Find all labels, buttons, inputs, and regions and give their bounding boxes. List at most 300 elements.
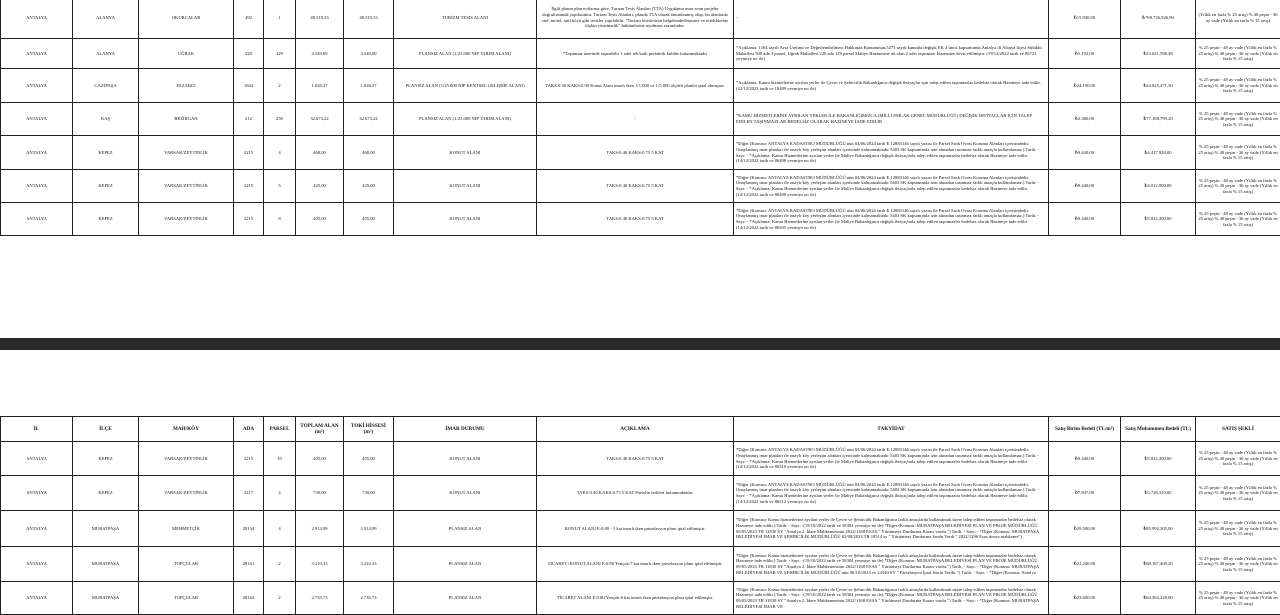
- header-takyidat: TAKYİDAT: [734, 417, 1049, 442]
- cell-mahkoy-text: TOPÇULAR: [141, 561, 231, 567]
- cell-aciklama: [537, 69, 734, 103]
- cell-toplam-alan-text: 730,00: [298, 490, 341, 496]
- cell-toki-hissesi: [344, 69, 394, 103]
- cell-mahkoy-text: VARSAK/ZEYTİNLİK: [141, 150, 231, 156]
- cell-il-text: ANTALYA: [3, 216, 70, 222]
- cell-ilce: [73, 103, 139, 136]
- cell-ada-text: 28161: [236, 561, 261, 567]
- cell-mahkoy-text: TOPÇULAR: [141, 595, 231, 601]
- cell-il: [1, 170, 73, 203]
- cell-toplam-alan-text: 2.735,73: [298, 595, 341, 601]
- cell-satis-birim-text: ₺15.930,00: [1051, 15, 1118, 21]
- cell-toplam-alan: [296, 136, 344, 170]
- cell-parsel-text: 8: [266, 216, 293, 222]
- document-page-top: [0, 0, 1280, 258]
- cell-aciklama: [537, 136, 734, 170]
- cell-ada: [234, 170, 264, 203]
- cell-parsel: [264, 103, 296, 136]
- cell-parsel-text: 2: [266, 561, 293, 567]
- cell-satis-muhammen-text: ₺3.823,200,00: [1123, 456, 1193, 462]
- cell-satis-sekli-text: % 25 peşin - 48 ay vade (Yıllık en fazla % 25 artış) % 40 peşin - 36 ay vade (Yıllık en fazla % 15 artış): [1198, 144, 1278, 161]
- cell-mahkoy: [139, 511, 234, 547]
- listing-table-top: [0, 0, 1280, 236]
- cell-takyidat: [734, 170, 1049, 203]
- cell-aciklama-text: TİCARET ALANI E:0.80 Yençok:6 kat imarlı iken parselasyon planı iptal edilmiştir.: [539, 595, 731, 601]
- cell-ada: [234, 476, 264, 511]
- cell-il: [1, 476, 73, 511]
- cell-satis-birim-text: ₺9.440,00: [1051, 216, 1118, 222]
- cell-parsel: [264, 39, 296, 69]
- cell-il-text: ANTALYA: [3, 456, 70, 462]
- cell-satis-birim: [1049, 69, 1121, 103]
- cell-ada: [234, 511, 264, 547]
- cell-aciklama-text: TAKS:0.40 KAKS:0.75 5 KAT Parselin terkleri bulunmaktadır.: [539, 490, 731, 496]
- cell-toplam-alan-text: 425,00: [298, 183, 341, 189]
- cell-imar-durumu: [394, 511, 537, 547]
- cell-ada-text: 220: [236, 51, 261, 57]
- cell-ada-text: 2215: [236, 183, 261, 189]
- cell-satis-sekli-text: % 25 peşin - 48 ay vade (Yıllık en fazla % 25 artış) % 40 peşin - 36 ay vade (Yıllık en fazla % 15 artış): [1198, 45, 1278, 62]
- cell-ilce: [73, 582, 139, 615]
- cell-toki-hissesi: [344, 0, 394, 39]
- cell-aciklama-text: *Taşınmaz üzerinde taşınabilir 1 adet tek katlı prefabrik kulübe bulunmaktadır: [539, 51, 731, 57]
- cell-il-text: ANTALYA: [3, 490, 70, 496]
- cell-satis-sekli-text: % 25 peşin - 48 ay vade (Yıllık en fazla % 25 artış) % 40 peşin - 36 ay vade (Yıllık en fazla % 15 artış): [1198, 556, 1278, 573]
- cell-ilce-text: GAZİPAŞA: [75, 83, 136, 89]
- cell-ilce-text: ALANYA: [75, 51, 136, 57]
- cell-toplam-alan: [296, 0, 344, 39]
- cell-toplam-alan: [296, 203, 344, 236]
- cell-ilce-text: KEPEZ: [75, 216, 136, 222]
- cell-toplam-alan: [296, 39, 344, 69]
- cell-satis-birim-text: ₺21.240,00: [1051, 561, 1118, 567]
- cell-il: [1, 103, 73, 136]
- cell-satis-muhammen-text: ₺77.108,799,20: [1123, 116, 1193, 122]
- cell-satis-birim: [1049, 442, 1121, 476]
- cell-toplam-alan-text: 3.210,33: [298, 561, 341, 567]
- cell-il: [1, 136, 73, 170]
- cell-ada: [234, 69, 264, 103]
- cell-il-text: ANTALYA: [3, 526, 70, 532]
- cell-satis-sekli: [1196, 39, 1280, 69]
- cell-ilce-text: KEPEZ: [75, 150, 136, 156]
- cell-satis-muhammen: [1121, 476, 1196, 511]
- document-page-bottom: [0, 350, 1280, 609]
- cell-aciklama: [537, 203, 734, 236]
- cell-parsel: [264, 582, 296, 615]
- cell-toplam-alan: [296, 442, 344, 476]
- cell-satis-muhammen-text: ₺3.823,200,00: [1123, 216, 1193, 222]
- cell-aciklama-text: TAKS:0.40 KAKS:0.75 5 KAT: [539, 150, 731, 156]
- cell-satis-muhammen: [1121, 170, 1196, 203]
- cell-toplam-alan: [296, 547, 344, 582]
- cell-aciklama: [537, 0, 734, 39]
- cell-ada-text: 28162: [236, 595, 261, 601]
- cell-takyidat: [734, 511, 1049, 547]
- table-row: [1, 170, 1280, 203]
- cell-parsel: [264, 136, 296, 170]
- cell-imar-durumu-text: PLANSIZ ALAN: [396, 595, 534, 601]
- cell-satis-muhammen: [1121, 511, 1196, 547]
- cell-ilce: [73, 203, 139, 236]
- header-mahkoy: MAH/KÖY: [139, 417, 234, 442]
- cell-imar-durumu: [394, 547, 537, 582]
- cell-satis-sekli-text: % 25 peşin - 48 ay vade (Yıllık en fazla % 25 artış) % 40 peşin - 36 ay vade (Yıllık en fazla % 15 artış): [1198, 520, 1278, 537]
- cell-satis-birim: [1049, 476, 1121, 511]
- cell-satis-sekli: [1196, 136, 1280, 170]
- cell-il: [1, 547, 73, 582]
- cell-satis-muhammen: [1121, 39, 1196, 69]
- cell-parsel: [264, 203, 296, 236]
- cell-takyidat-text: *Diğer (Konusu: ANTALYA KADASTRO MÜDÜRLÜĞÜ nün 04/06/2024 tarih E.12883146 sayılı yazısı ile Parsel Sırık Ovası Koruma Alanları içerisindedir. Onaylanmış imar planları ile onaylı köy yerleşim alanları içerisinde kalmamaktadır 5403 SK kapsamında izin alınadan tasınmaz farklı amaçla kullanılamaz.) Tarih: - Sayı: - *Açıklama: Kamu Hizmetlerine ayrılan yerler ile Maliye Bakanlığınca değişik ihtiyaçlarla talep edilen taşınmazlar bedelsiz olarak Hazineye iade edilir. (14/12/2022 tarih ve 86505 yevmiye no ile): [736, 208, 1046, 230]
- cell-toplam-alan-text: 4.549,69: [298, 51, 341, 57]
- cell-ada-text: 2215: [236, 150, 261, 156]
- cell-satis-muhammen-text: ₺85.992,205,00: [1123, 526, 1193, 532]
- cell-satis-sekli: [1196, 442, 1280, 476]
- cell-toki-hissesi: [344, 136, 394, 170]
- cell-parsel: [264, 69, 296, 103]
- cell-satis-sekli-text: % 25 peşin - 48 ay vade (Yıllık en fazla % 25 artış) % 40 peşin - 36 ay vade (Yıllık en fazla % 15 artış): [1198, 211, 1278, 228]
- cell-takyidat-text: *KAMU HİZMETLERİNE AYRILAN YERLER İLE BAKANLIĞIMIZCA (MİLLİ EMLAK GENEL MÜDÜRLÜĞÜ) DEĞİŞİK İHTİYAÇLAR İÇİN TALEP EDİLEN TAŞINMAZLAR BEDELSİZ OLARAK HAZİNEYE İADE EDİLİR: [736, 113, 1046, 124]
- cell-aciklama-text: TAKS:0.40 KAKS:0.75 5 KAT: [539, 216, 731, 222]
- cell-ilce-text: ALANYA: [75, 15, 136, 21]
- page-separator: [0, 338, 1280, 350]
- cell-takyidat: [734, 0, 1049, 39]
- cell-satis-muhammen-text: ₺4.417,920,00: [1123, 150, 1193, 156]
- cell-imar-durumu: [394, 39, 537, 69]
- cell-imar-durumu: [394, 170, 537, 203]
- cell-mahkoy: [139, 69, 234, 103]
- cell-imar-durumu: [394, 476, 537, 511]
- cell-aciklama-text: TAKS:0.40 KAKS:0.75 5 KAT: [539, 456, 731, 462]
- table-header-row: [1, 417, 1280, 442]
- cell-aciklama: [537, 170, 734, 203]
- cell-imar-durumu: [394, 203, 537, 236]
- cell-satis-muhammen: [1121, 582, 1196, 615]
- cell-mahkoy: [139, 582, 234, 615]
- cell-satis-muhammen-text: ₺5.728,310,00: [1123, 490, 1193, 496]
- cell-satis-birim-text: ₺23.600,00: [1051, 595, 1118, 601]
- cell-aciklama: [537, 442, 734, 476]
- cell-il: [1, 203, 73, 236]
- cell-toki-hissesi: [344, 547, 394, 582]
- cell-satis-muhammen-text: ₺23.621,590,48: [1123, 51, 1193, 57]
- cell-satis-birim: [1049, 170, 1121, 203]
- header-imar-durumu: İMAR DURUMU: [394, 417, 537, 442]
- cell-takyidat: [734, 442, 1049, 476]
- cell-satis-sekli: [1196, 582, 1280, 615]
- cell-toplam-alan: [296, 69, 344, 103]
- cell-satis-birim: [1049, 547, 1121, 582]
- cell-imar-durumu-text: KONUT ALANI: [396, 216, 534, 222]
- cell-takyidat: [734, 547, 1049, 582]
- cell-mahkoy: [139, 442, 234, 476]
- cell-parsel: [264, 170, 296, 203]
- cell-parsel-text: 250: [266, 116, 293, 122]
- cell-satis-sekli-text: % 25 peşin - 48 ay vade (Yıllık en fazla % 25 artış) % 40 peşin - 36 ay vade (Yıllık en fazla % 15 artış): [1198, 450, 1278, 467]
- cell-satis-sekli: [1196, 103, 1280, 136]
- cell-mahkoy-text: VARSAK/ZEYTİNLİK: [141, 183, 231, 189]
- cell-satis-birim-text: ₺29.500,00: [1051, 526, 1118, 532]
- cell-mahkoy-text: OKURCALAR: [141, 15, 231, 21]
- cell-ada: [234, 442, 264, 476]
- cell-il: [1, 39, 73, 69]
- cell-aciklama-text: TAKS:0.40 KAKS:0.75 5 KAT: [539, 183, 731, 189]
- cell-ada-text: 492: [236, 15, 261, 21]
- cell-imar-durumu-text: KONUT ALANI: [396, 456, 534, 462]
- cell-parsel-text: 10: [266, 456, 293, 462]
- cell-il-text: ANTALYA: [3, 561, 70, 567]
- cell-ilce: [73, 170, 139, 203]
- cell-il: [1, 442, 73, 476]
- cell-toplam-alan: [296, 582, 344, 615]
- listing-table-bottom: [0, 416, 1280, 615]
- cell-aciklama: [537, 103, 734, 136]
- table-row: [1, 39, 1280, 69]
- cell-satis-birim: [1049, 511, 1121, 547]
- cell-satis-birim-text: ₺7.847,00: [1051, 490, 1118, 496]
- header-toplam-alan: TOPLAM ALAN (m²): [296, 417, 344, 442]
- cell-imar-durumu: [394, 0, 537, 39]
- cell-toki-hissesi-text: 2.735,73: [346, 595, 391, 601]
- table-row: [1, 476, 1280, 511]
- cell-toplam-alan: [296, 103, 344, 136]
- cell-takyidat-text: *Diğer (Konusu: ANTALYA KADASTRO MÜDÜRLÜĞÜ nün 04/06/2024 tarih E.12883146 sayılı yazısı ile Parsel Sırık Ovası Koruma Alanları içerisindedir. Onaylanmış imar planları ile onaylı köy yerleşim alanları içerisinde kalmamaktadır 5403 SK kapsamında izin alınadan tasınmaz farklı amaçla kullanılamaz.) Tarih: - Sayı: - *Açıklama: Kamu Hizmetlerine ayrılan yerler ile Maliye Bakanlığınca değişik ihtiyaçlarla talep edilen taşınmazlar bedelsiz olarak Hazineye iade edilir. (14/12/2022 tarih ve 86498 yevmiye no ile): [736, 141, 1046, 163]
- cell-ilce: [73, 547, 139, 582]
- cell-toki-hissesi-text: 48.319,33: [346, 15, 391, 21]
- cell-takyidat: [734, 582, 1049, 615]
- header-aciklama: AÇIKLAMA: [537, 417, 734, 442]
- cell-il: [1, 0, 73, 39]
- cell-mahkoy-text: MEHMETÇİK: [141, 526, 231, 532]
- cell-il-text: ANTALYA: [3, 595, 70, 601]
- cell-toplam-alan-text: 2.914,99: [298, 526, 341, 532]
- table-row: [1, 0, 1280, 39]
- cell-satis-muhammen: [1121, 103, 1196, 136]
- cell-toki-hissesi: [344, 39, 394, 69]
- cell-satis-birim: [1049, 39, 1121, 69]
- cell-toplam-alan-text: 32.673,22: [298, 116, 341, 122]
- cell-satis-muhammen-text: ₺68.187,409,20: [1123, 561, 1193, 567]
- cell-aciklama-text: TİCARET+KONUT ALANI E:0.80 Yençok:7 kat imarlı iken parselasyon planı iptal edilmiştir.: [539, 561, 731, 567]
- cell-satis-birim-text: ₺5.192,00: [1051, 51, 1118, 57]
- cell-toki-hissesi: [344, 511, 394, 547]
- cell-ilce: [73, 136, 139, 170]
- cell-ilce-text: KEPEZ: [75, 490, 136, 496]
- cell-satis-sekli-text: (Yıllık en fazla % 25 artış) % 40 peşin - 36 ay vade (Yıllık en fazla % 15 artış): [1198, 12, 1278, 23]
- cell-imar-durumu: [394, 103, 537, 136]
- cell-takyidat-text: -: [736, 15, 1046, 21]
- cell-imar-durumu-text: KONUT ALANI: [396, 183, 534, 189]
- cell-mahkoy: [139, 203, 234, 236]
- cell-aciklama-text: -: [539, 116, 731, 122]
- cell-ada: [234, 203, 264, 236]
- cell-toki-hissesi-text: 32.673,22: [346, 116, 391, 122]
- cell-toplam-alan: [296, 476, 344, 511]
- cell-toki-hissesi-text: 425,00: [346, 183, 391, 189]
- cell-ada: [234, 136, 264, 170]
- cell-toplam-alan-text: 48.319,33: [298, 15, 341, 21]
- cell-ada: [234, 0, 264, 39]
- cell-ada-text: 2217: [236, 490, 261, 496]
- cell-imar-durumu-text: PLANSIZ ALAN: [396, 561, 534, 567]
- cell-il: [1, 582, 73, 615]
- cell-takyidat-text: *Diğer (Konusu: ANTALYA KADASTRO MÜDÜRLÜĞÜ nün 04/06/2024 tarih E.12883146 sayılı yazısı ile Parsel Sırık Ovası Koruma Alanları içerisindedir. Onaylanmış imar planları ile onaylı köy yerleşim alanları içerisinde kalmamaktadır 5403 SK kapsamında izin alınadan tasınmaz farklı amaçla kullanılamaz.) Tarih: - Sayı: - *Açıklama: Kamu Hizmetlerine ayrılan yerler ile Maliye Bakanlığınca değişik ihtiyaçlarla talep edilen taşınmazlar bedelsiz olarak Hazineye iade edilir. (14/12/2022 tarih ve 86512 yevmiye no ile): [736, 482, 1046, 504]
- table-row: [1, 103, 1280, 136]
- cell-ada: [234, 582, 264, 615]
- cell-ilce: [73, 69, 139, 103]
- cell-satis-birim: [1049, 582, 1121, 615]
- table-row: [1, 136, 1280, 170]
- cell-mahkoy: [139, 103, 234, 136]
- cell-mahkoy: [139, 476, 234, 511]
- cell-imar-durumu-text: KONUT ALANI: [396, 150, 534, 156]
- cell-il-text: ANTALYA: [3, 150, 70, 156]
- cell-takyidat-text: *Diğer (Konusu: Kamu hizmetlerine ayrılan yerler ile Çevre ve Şehircilik Bakanlığınca farklı amaçlarda kullanılmak üzere talep edilen taşınmazlar bedelsiz olarak Hazineye iade edilir.) Tarih: - Sayı: -(19/10/2022 tarih ve 58304 yevmiye no ile) *Diğer (Konusu: MURATPAŞA BELEDİYESİ PLAN VE PROJE MÜDÜRLÜĞÜ 09/05/2023 TR 11830 SY "Antalya 2. İdare Mahkemesinin 2022/1168 ESAS " Yürütmeyi Durdurma Kararı vardır.") Tarih: - Sayı: - *Diğer (Konusu: MURATPAŞA BELEDİYESİ İMAR VE ŞEHİRCİLİK MÜDÜRLÜĞÜ nün 06/10/2023 ve 24340 SY " Parselasyon İptal Sonlu Verdir ") Tarih: - Sayı: - *Diğer (Konusu: Antalya: [736, 553, 1046, 575]
- cell-parsel-text: 2: [266, 595, 293, 601]
- cell-aciklama-text: TAKS:0.30 KAKS:0.90 Konut Alanı imarlı iken 1/1.000 ve 1/5.000 ölçekli planlar iptal olmuştur.: [539, 83, 731, 89]
- cell-toki-hissesi-text: 405,00: [346, 216, 391, 222]
- cell-toki-hissesi-text: 405,00: [346, 456, 391, 462]
- cell-takyidat: [734, 203, 1049, 236]
- cell-satis-sekli-text: % 25 peşin - 48 ay vade (Yıllık en fazla % 25 artış) % 40 peşin - 36 ay vade (Yıllık en fazla % 15 artış): [1198, 111, 1278, 128]
- cell-toplam-alan-text: 468,00: [298, 150, 341, 156]
- cell-imar-durumu-text: TURİZM TESİS ALANI: [396, 15, 534, 21]
- cell-aciklama-text: İlgili planın plan notlarına göre, Turizm Tesis Alanları (TTA) Uygulama imar avan projeler doğrultusunda yapılacaktır. Turizm Tesis Alanları, planda TTA olarak tanımlanmış olup, bu alanlarda otel, motel, tatil köyü gibi tesisler yapılabilir. "Turizm tesislerinin belgelendirilmesine ve niteliklerine ilişkin yönetmelik" hükümlerine uyulması zorunludur.: [539, 6, 731, 28]
- cell-aciklama: [537, 476, 734, 511]
- cell-toki-hissesi-text: 4.549,69: [346, 51, 391, 57]
- cell-il: [1, 69, 73, 103]
- header-il: İL: [1, 417, 73, 442]
- cell-toki-hissesi-text: 3.210,33: [346, 561, 391, 567]
- cell-parsel: [264, 511, 296, 547]
- cell-satis-muhammen-text: ₺769.726,926,90: [1123, 15, 1193, 21]
- header-satis-muhammen-bedeli: Satış Muhammen Bedeli (TL): [1121, 417, 1196, 442]
- cell-ada: [234, 103, 264, 136]
- cell-il-text: ANTALYA: [3, 183, 70, 189]
- header-satis-sekli: SATIŞ ŞEKLİ: [1196, 417, 1280, 442]
- cell-il-text: ANTALYA: [3, 83, 70, 89]
- cell-mahkoy-text: UĞRAK: [141, 51, 231, 57]
- cell-parsel-text: 4: [266, 526, 293, 532]
- cell-satis-sekli-text: % 25 peşin - 48 ay vade (Yıllık en fazla % 25 artış) % 40 peşin - 36 ay vade (Yıllık en fazla % 15 artış): [1198, 77, 1278, 94]
- cell-parsel-text: 2: [266, 83, 293, 89]
- header-ilce: İLÇE: [73, 417, 139, 442]
- cell-toplam-alan: [296, 511, 344, 547]
- cell-toki-hissesi-text: 730,00: [346, 490, 391, 496]
- table-row: [1, 203, 1280, 236]
- cell-ilce: [73, 511, 139, 547]
- header-parsel: PARSEL: [264, 417, 296, 442]
- cell-imar-durumu: [394, 136, 537, 170]
- table-row: [1, 582, 1280, 615]
- cell-takyidat: [734, 103, 1049, 136]
- cell-imar-durumu: [394, 582, 537, 615]
- cell-toki-hissesi-text: 2.914,99: [346, 526, 391, 532]
- table-row: [1, 69, 1280, 103]
- cell-ilce-text: MURATPAŞA: [75, 526, 136, 532]
- cell-satis-sekli: [1196, 511, 1280, 547]
- cell-imar-durumu: [394, 69, 537, 103]
- cell-takyidat: [734, 136, 1049, 170]
- cell-satis-muhammen-text: ₺64.563,228,00: [1123, 595, 1193, 601]
- cell-satis-sekli-text: % 25 peşin - 48 ay vade (Yıllık en fazla % 25 artış) % 40 peşin - 36 ay vade (Yıllık en fazla % 15 artış): [1198, 178, 1278, 195]
- cell-satis-birim: [1049, 203, 1121, 236]
- cell-ilce: [73, 442, 139, 476]
- cell-parsel: [264, 547, 296, 582]
- cell-satis-sekli: [1196, 203, 1280, 236]
- cell-satis-muhammen: [1121, 136, 1196, 170]
- cell-takyidat: [734, 69, 1049, 103]
- cell-il: [1, 511, 73, 547]
- cell-ilce-text: KEPEZ: [75, 183, 136, 189]
- cell-mahkoy-text: PAZARCI: [141, 83, 231, 89]
- cell-imar-durumu-text: PLANSIZ ALAN (1/25.000 NİP TARIM ALANI): [396, 51, 534, 57]
- cell-takyidat-text: *Diğer (Konusu: Kamu hizmetlerine ayrılan yerler ile Çevre ve Şehircilik Bakanlığınca farklı amaçlarda kullanılmak üzere talep edilen taşınmazlar bedelsiz olarak Hazineye iade edilir.) Tarih: - Sayı: -(19/10/2022 tarih ve 58304 yevmiye no ile) *Diğer (Konusu: MURATPAŞA BELEDİYESİ PLAN VE PROJE MÜDÜRLÜĞÜ 09/05/2023 TR 11830 SY "Antalya 2. İdare Mahkemesinin 2022/1168 ESAS " Yürütmeyi Durdurma Kararı vardır.") Tarih: - Sayı: - *Diğer (Konusu: MURATPAŞA BELEDİYESİ İMAR VE ŞEHİRCİLİK MÜDÜRLÜĞÜ 02/08/2023 TR 18514 sy " Yürütmeyi Durdurma Sonlu Verdi " 2022/1296 Esas dosya mahkeme"): [736, 517, 1046, 539]
- cell-satis-muhammen: [1121, 0, 1196, 39]
- cell-aciklama: [537, 511, 734, 547]
- cell-mahkoy-text: VARSAK/ZEYTİNLİK: [141, 216, 231, 222]
- cell-il-text: ANTALYA: [3, 51, 70, 57]
- cell-satis-sekli: [1196, 170, 1280, 203]
- cell-aciklama-text: KONUT ALANI E:0.80 - 5 kat imarlı iken parselasyon planı iptal edilmiştir.: [539, 526, 731, 532]
- cell-satis-birim-text: ₺24.190,00: [1051, 83, 1118, 89]
- cell-satis-muhammen: [1121, 442, 1196, 476]
- cell-aciklama: [537, 582, 734, 615]
- cell-mahkoy: [139, 39, 234, 69]
- cell-ilce: [73, 476, 139, 511]
- cell-ada-text: 1844: [236, 83, 261, 89]
- cell-satis-birim-text: ₺9.440,00: [1051, 183, 1118, 189]
- cell-toplam-alan-text: 405,00: [298, 216, 341, 222]
- cell-satis-sekli: [1196, 476, 1280, 511]
- cell-mahkoy-text: VARSAK/ZEYTİNLİK: [141, 490, 231, 496]
- cell-satis-birim: [1049, 136, 1121, 170]
- cell-toki-hissesi: [344, 582, 394, 615]
- cell-satis-muhammen: [1121, 547, 1196, 582]
- cell-satis-sekli-text: % 25 peşin - 48 ay vade (Yıllık en fazla % 25 artış) % 40 peşin - 36 ay vade (Yıllık en fazla % 15 artış): [1198, 590, 1278, 607]
- cell-takyidat-text: *Diğer (Konusu: ANTALYA KADASTRO MÜDÜRLÜĞÜ nün 04/06/2024 tarih E.12883146 sayılı yazısı ile Parsel Sırık Ovası Koruma Alanları içerisindedir. Onaylanmış imar planları ile onaylı köy yerleşim alanları içerisinde kalmamaktadır 5403 SK kapsamında izin alınadan tasınmaz farklı amaçla kullanılamaz.) Tarih: - Sayı: - *Açıklama: Kamu Hizmetlerine ayrılan yerler ile Maliye Bakanlığınca değişik ihtiyaçlarla talep edilen taşınmazlar bedelsiz olarak Hazineye iade edilir. (14/12/2022 tarih ve 86498 yevmiye no ile): [736, 175, 1046, 197]
- cell-ilce-text: KAŞ: [75, 116, 136, 122]
- cell-imar-durumu-text: KONUT ALANI: [396, 490, 534, 496]
- cell-imar-durumu-text: PLANSIZ ALAN (1/25.000 NİP TARIM ALANI): [396, 116, 534, 122]
- cell-satis-birim-text: ₺2.360,00: [1051, 116, 1118, 122]
- cell-takyidat-text: *Açıklama: Kamu hizmetlerine ayrılan yerler ile Çevre ve Şehircilik Bakanlığınca değişik ihtiyaçlar için talep edilen taşınmazlar bedelsiz olarak Hazineye iade edilir. (22/12/2023 tarih ve 18489 yevmiye no ile): [736, 80, 1046, 91]
- cell-ada-text: 2215: [236, 216, 261, 222]
- cell-takyidat: [734, 39, 1049, 69]
- cell-takyidat-text: *Diğer (Konusu: Kamu hizmetlerine ayrılan yerler ile Çevre ve Şehircilik Bakanlığınca farklı amaçlarda kullanılmak üzere talep edilen taşınmazlar bedelsiz olarak Hazineye iade edilir.) Tarih: - Sayı: -(19/10/2022 tarih ve 58304 yevmiye no ile) *Diğer (Konusu: MURATPAŞA BELEDİYESİ PLAN VE PROJE MÜDÜRLÜĞÜ 09/05/2023 TR 11830 SY "Antalya 2. İdare Mahkemesinin 2022/1168 ESAS " Yürütmeyi Durdurma Kararı vardır.") Tarih: - Sayı: - *Diğer (Konusu: MURATPAŞA BELEDİYESİ İMAR VE: [736, 587, 1046, 609]
- cell-toki-hissesi: [344, 476, 394, 511]
- cell-parsel-text: 129: [266, 51, 293, 57]
- cell-toki-hissesi-text: 1.026,27: [346, 83, 391, 89]
- cell-satis-birim-text: ₺9.440,00: [1051, 150, 1118, 156]
- cell-ada-text: 2215: [236, 456, 261, 462]
- cell-ilce: [73, 0, 139, 39]
- cell-aciklama: [537, 547, 734, 582]
- cell-toplam-alan-text: 1.026,27: [298, 83, 341, 89]
- cell-mahkoy: [139, 547, 234, 582]
- cell-ada: [234, 39, 264, 69]
- cell-satis-muhammen-text: ₺24.825,471,30: [1123, 83, 1193, 89]
- cell-toki-hissesi: [344, 103, 394, 136]
- cell-toki-hissesi: [344, 442, 394, 476]
- cell-mahkoy-text: BEZİRGAN: [141, 116, 231, 122]
- table-row: [1, 547, 1280, 582]
- cell-satis-sekli: [1196, 547, 1280, 582]
- cell-parsel: [264, 442, 296, 476]
- cell-satis-muhammen-text: ₺4.012,000,00: [1123, 183, 1193, 189]
- cell-imar-durumu: [394, 442, 537, 476]
